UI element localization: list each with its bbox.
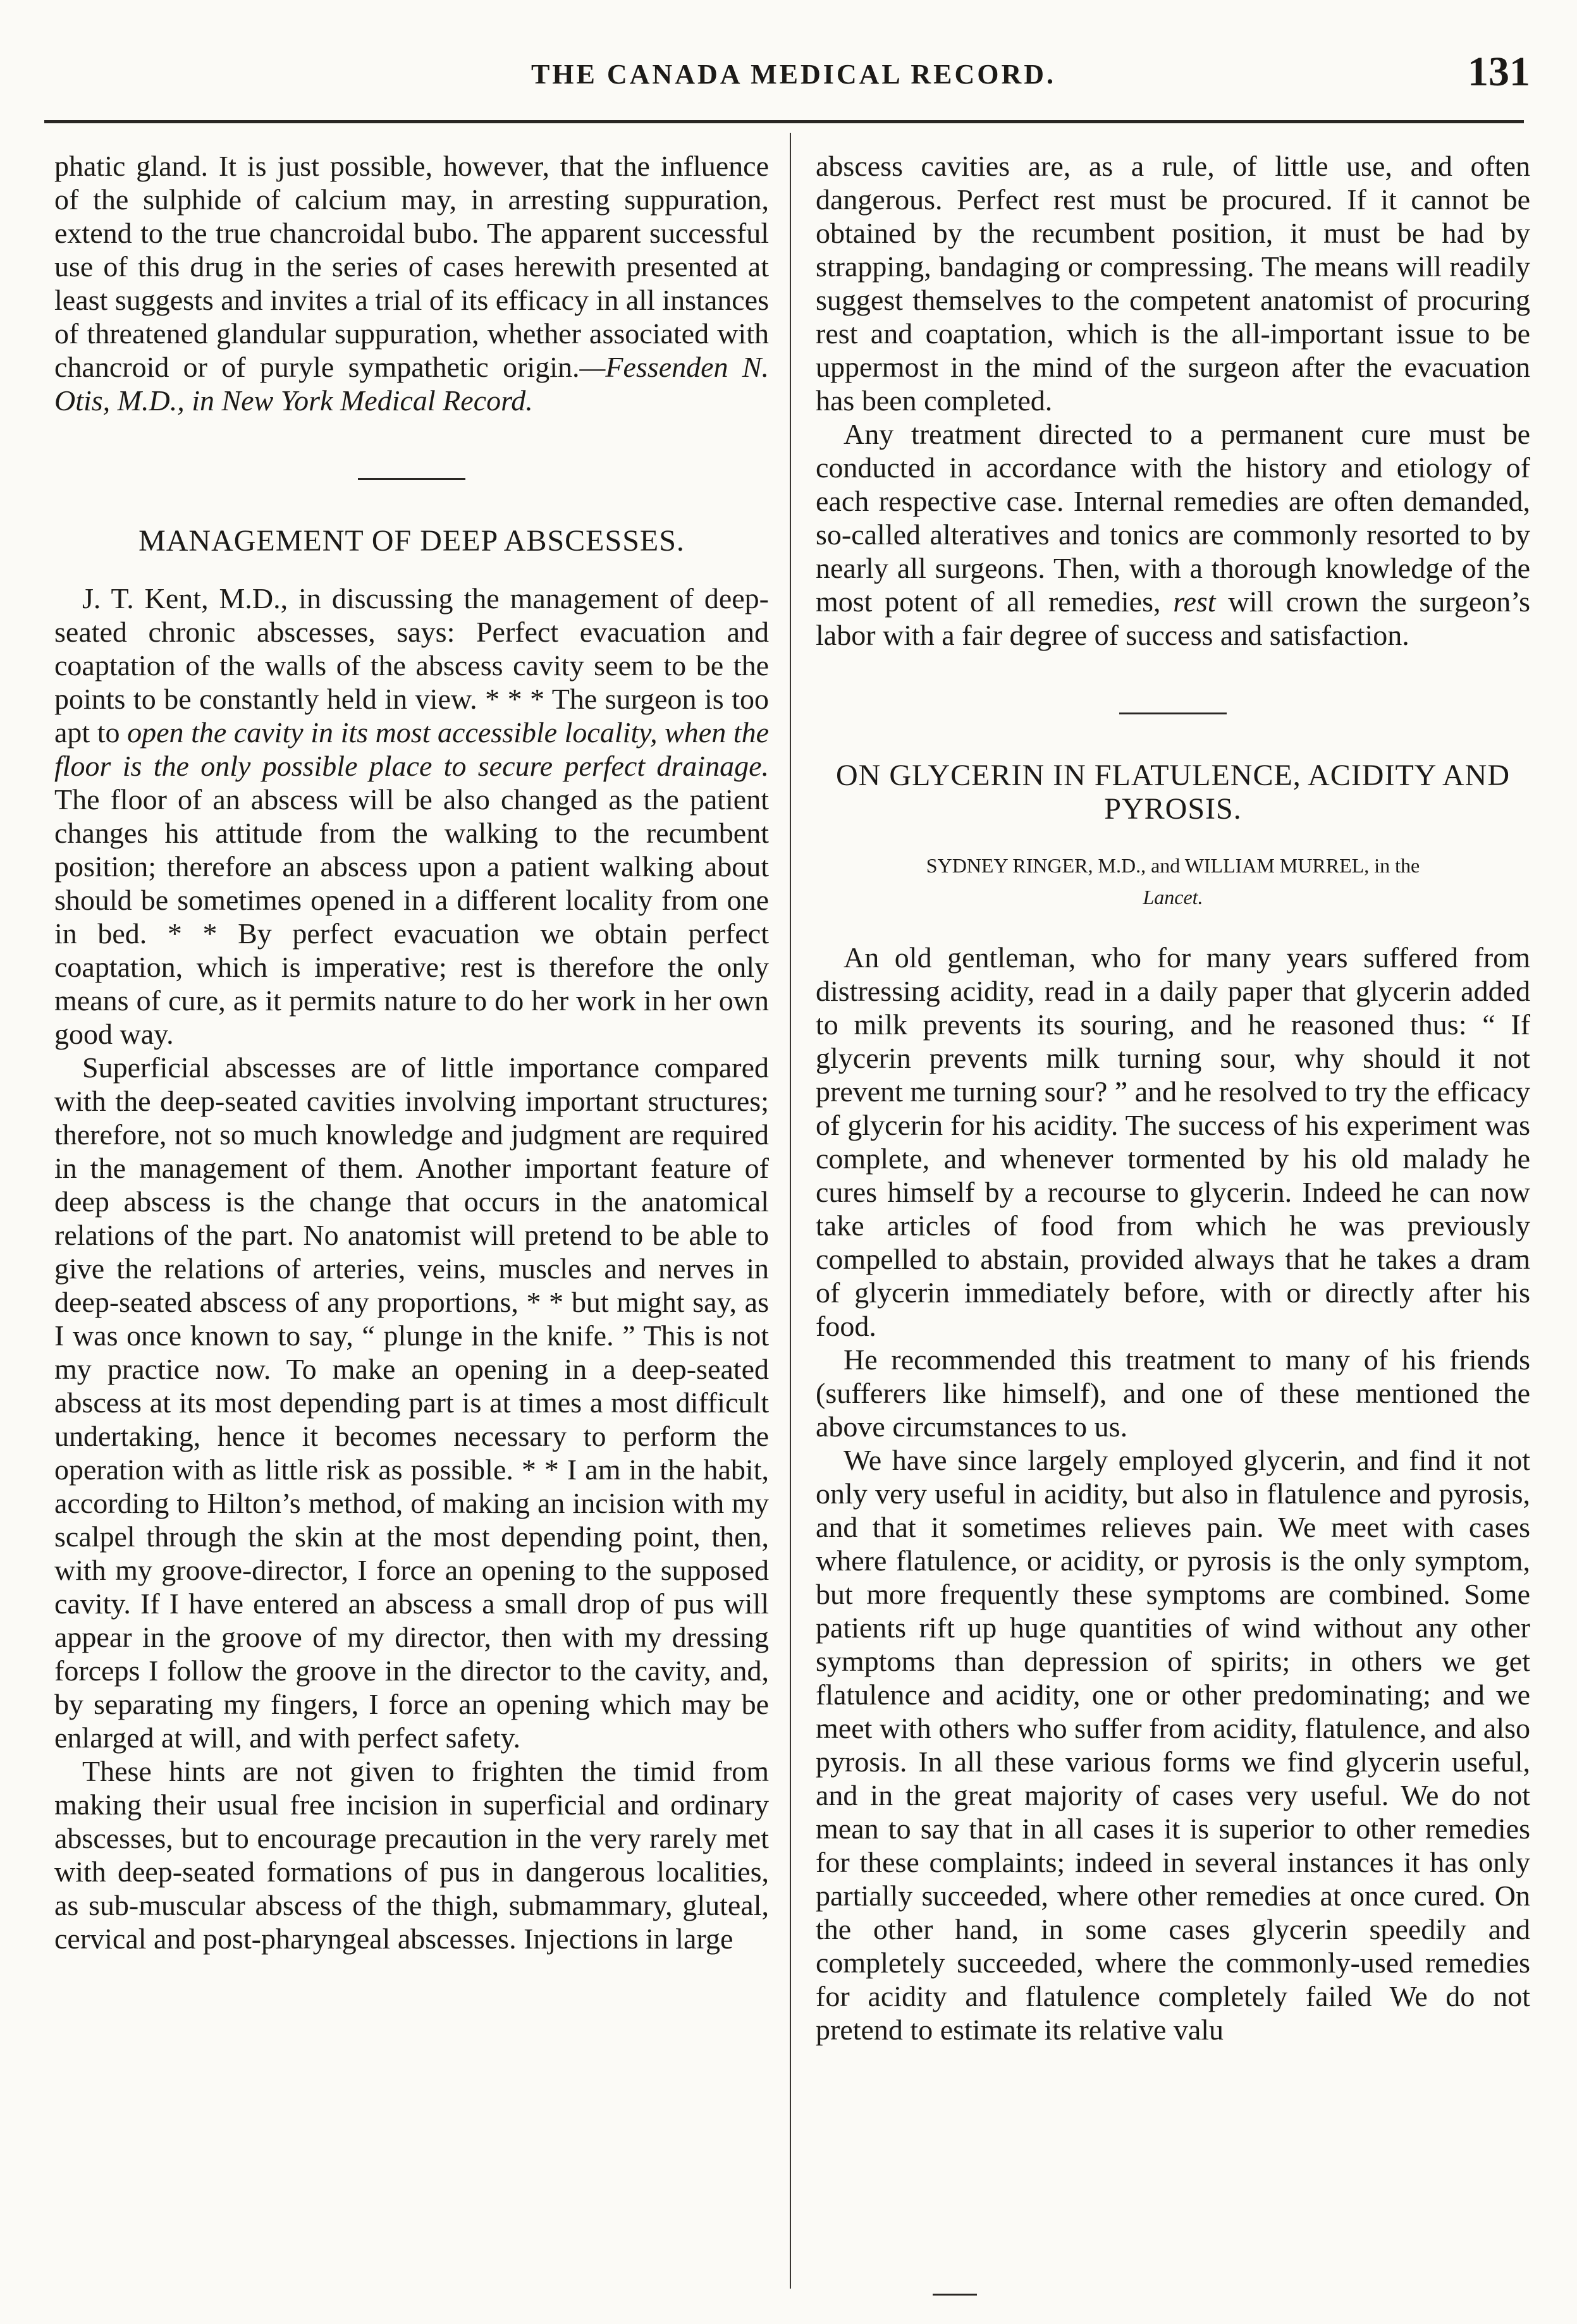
paragraph (816, 417, 1530, 652)
section-separator (358, 478, 465, 480)
right-column (816, 149, 1530, 2046)
footer-mark (933, 2294, 977, 2296)
paragraph: These hints are not given to frighten the timid from making their usual free incision in superficial and ordinary abscesses, but to encourage precaution in the very rarely met with deep-seated formations of pus in dangerous localities, as sub-muscular abscess of the thigh, submammary, gluteal, cervical and post-pharyngeal abscesses. Injections in large (54, 1755, 769, 1955)
left-column (54, 149, 769, 1955)
paragraph: We have since largely employed glycerin, and find it not only very useful in acidity, but also in flatulence and pyrosis, and that it sometimes relieves pain. We meet with cases where flatulence, or acidity, or pyrosis is the only symptom, but more frequently these symptoms are combined. Some patients rift up huge quantities of wind without any other symptoms than depression of spirits; in others we get flatulence and acidity, one or other predominating; and we meet with others who suffer from acidity, flatulence, and also pyrosis. In all these various forms we find glycerin useful, and in the great majority of cases very useful. We do not mean to say that in all cases it is superior to other remedies for these complaints; indeed in several instances it has only partially succeeded, where other remedies at once cured. On the other hand, in some cases glycerin speedily and completely succeeded, where the commonly-used remedies for acidity and flatulence completely failed We do not pretend to estimate its relative valu (816, 1444, 1530, 2046)
page-number: 131 (1468, 49, 1530, 95)
byline-authors: SYDNEY RINGER, M.D., and WILLIAM MURREL, in the (926, 854, 1420, 877)
journal-title: THE CANADA MEDICAL RECORD. (531, 59, 1057, 90)
header-rule (44, 120, 1524, 123)
paragraph-text-italic: open the cavity in its most accessible locality, when the floor is the only possible place to secure perfect drainage. (54, 716, 769, 782)
article-title-abscesses: MANAGEMENT OF DEEP ABSCESSES. (138, 524, 685, 558)
paragraph: Superficial abscesses are of little importance compared with the deep-seated cavities involving important structures; therefore, not so much knowledge and judgment are required in the management of them. Another important feature of deep abscess is the change that occurs in the anatomical relations of the part. No anatomist will pretend to be able to give the relations of arteries, veins, muscles and nerves in deep-seated abscess of any proportions, * * but might say, as I was once known to say, “ plunge in the knife. ” This is not my practice now. To make an opening in a deep-seated abscess at its most depending part is at times a most difficult undertaking, hence it becomes necessary to perform the operation with as little risk as possible. * * I am in the habit, according to Hilton’s method, of making an incision with my scalpel through the skin at the most depending point, then, with my groove-director, I force an opening to the supposed cavity. If I have entered an abscess a small drop of pus will appear in the groove of my director, then with my dressing forceps I follow the groove in the director to the cavity, and, by separating my fingers, I force an opening which may be enlarged at will, and with perfect safety. (54, 1051, 769, 1754)
continuation-signature: —Fessenden N. Otis, M.D., in New York Medical Record. (54, 351, 769, 417)
paragraph: abscess cavities are, as a rule, of little use, and often dangerous. Perfect rest must be procured. If it cannot be obtained by the recumbent position, it must be had by strapping, bandaging or compressing. The means will readily suggest themselves to the competent anatomist of procuring rest and coaptation, which is the all-important issue to be uppermost in the mind of the surgeon after the evacuation has been completed. (816, 150, 1530, 417)
article-title-glycerin: ON GLYCERIN IN FLATULENCE, ACIDITY AND PYROSIS. (835, 759, 1510, 826)
paragraph: He recommended this treatment to many of his friends (sufferers like himself), and one of these mentioned the above circumstances to us. (816, 1343, 1530, 1443)
paragraph-text: will crown the surgeon’s labor with a fair degree of success and satisfaction. (816, 585, 1530, 651)
paragraph-text: The floor of an abscess will be also changed as the patient changes his attitude from the walking to the recumbent position; therefore an abscess upon a patient walking about should be sometimes opened in a different locality from one in bed. * * By perfect evacuation we obtain perfect coaptation, which is imperative; rest is therefore the only means of cure, as it permits nature to do her work in her own good way. (54, 783, 769, 1050)
paragraph: An old gentleman, who for many years suffered from distressing acidity, read in a daily paper that glycerin added to milk prevents its souring, and he reasoned thus: “ If glycerin prevents milk turning sour, why should it not prevent me turning sour? ” and he resolved to try the efficacy of glycerin for his acidity. The success of his experiment was complete, and whenever tormented by his old malady he cures himself by a recourse to glycerin. Indeed he can now take articles of food from which he was previously compelled to abstain, provided always that he takes a dram of glycerin immediately before, with or directly after his food. (816, 941, 1530, 1342)
paragraph-text: Any treatment directed to a permanent cure must be conducted in accordance with the history and etiology of each respective case. Internal remedies are often demanded, so-called alteratives and tonics are commonly resorted to by nearly all surgeons. Then, with a thorough knowledge of the most potent of all remedies, (816, 418, 1530, 618)
article-byline (816, 850, 1530, 913)
byline-venue: Lancet. (1143, 886, 1203, 908)
column-divider (790, 133, 791, 2289)
paragraph-text-italic: rest (1173, 585, 1216, 618)
section-separator (1119, 712, 1227, 714)
paragraph (54, 582, 769, 1051)
page-header (57, 39, 1530, 109)
continuation-text: phatic gland. It is just possible, however, that the influence of the sulphide of calcium may, in arresting suppuration, extend to the true chancroidal bubo. The apparent successful use of this drug in the series of cases herewith presented at least suggests and invites a trial of its efficacy in all instances of threatened glandular suppuration, whether associated with chancroid or of puryle sympathetic origin. (54, 150, 769, 383)
continuation-paragraph (54, 149, 769, 417)
paragraph-text: J. T. Kent, M.D., in discussing the management of deep-seated chronic abscesses, says: Perfect evacuation and coaptation of the walls of the abscess cavity seem to be the points to be constantly held in view. * * * The surgeon is too apt to (54, 582, 769, 749)
